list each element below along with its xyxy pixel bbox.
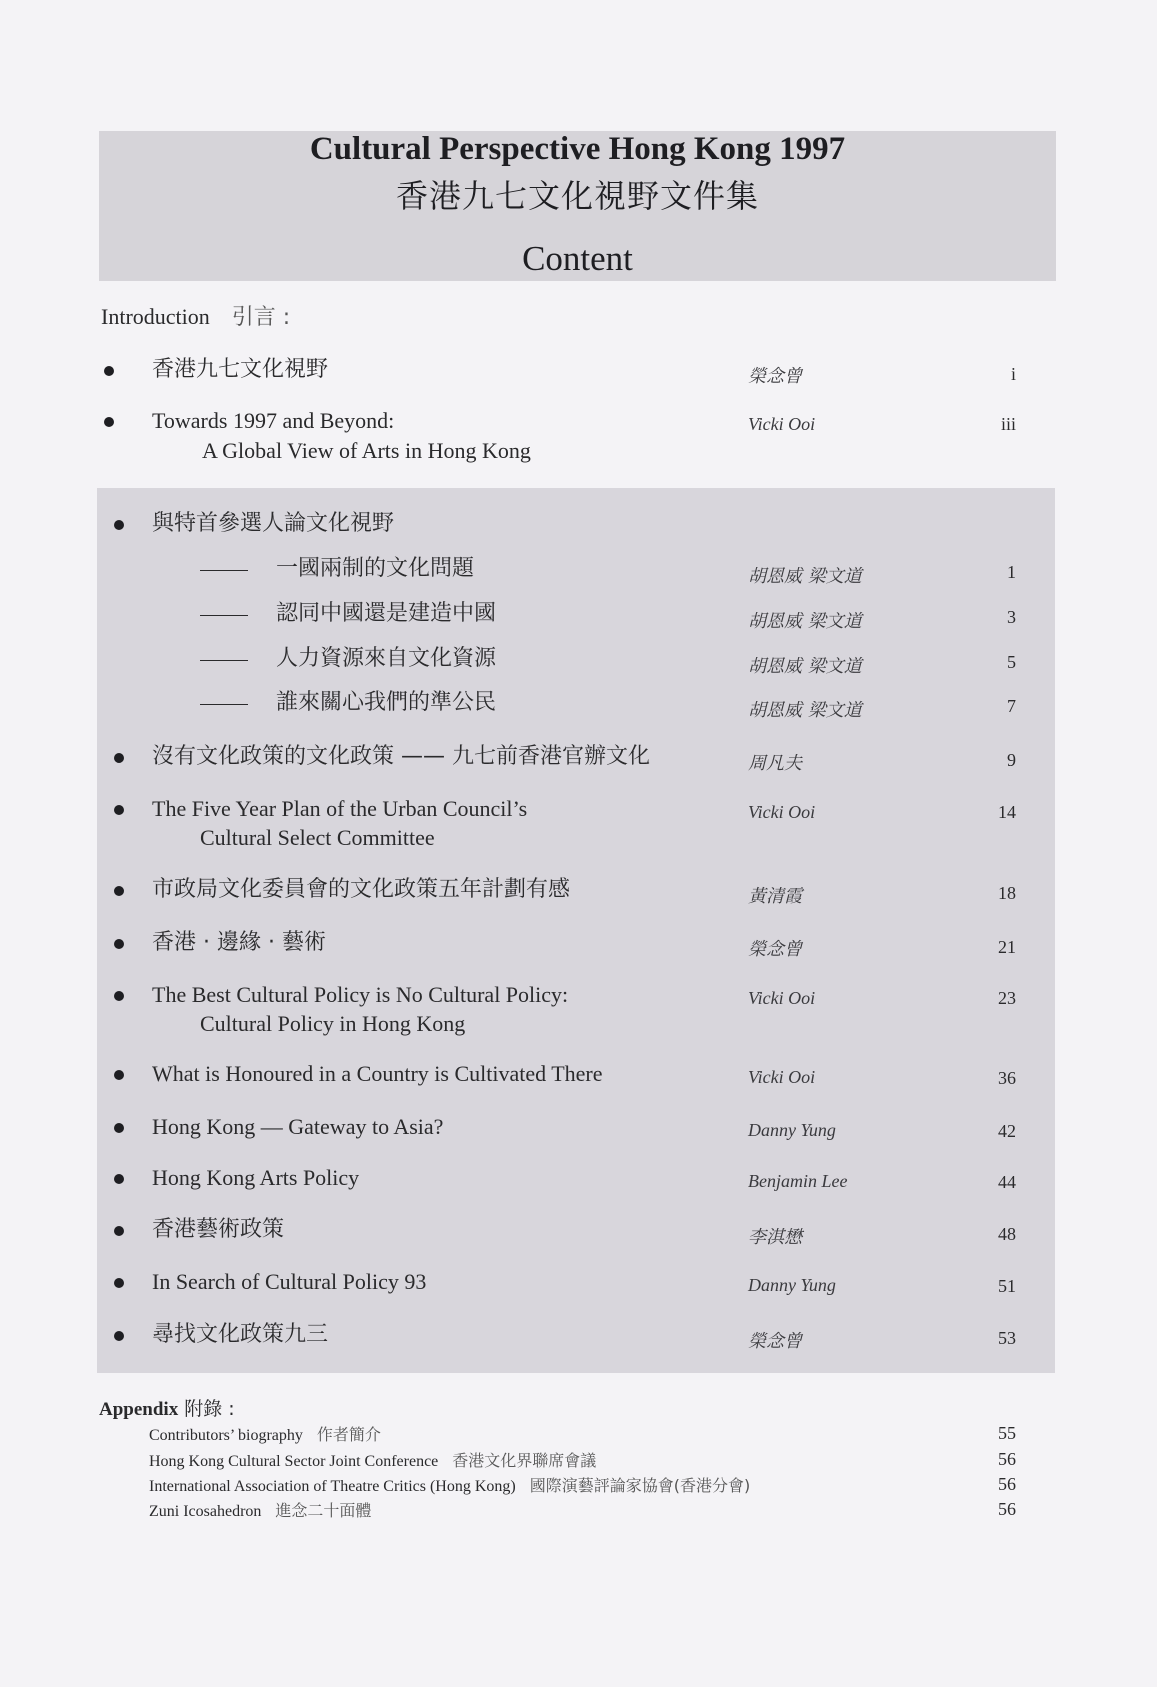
dash-separator — [200, 570, 248, 571]
bullet-icon — [114, 1278, 124, 1288]
entry-author: Vicki Ooi — [748, 988, 816, 1008]
entry-title: 香港九七文化視野 — [152, 357, 329, 382]
entry-title: 市政局文化委員會的文化政策五年計劃有感 — [152, 877, 571, 902]
bullet-icon — [114, 1331, 124, 1341]
sub-entry-title: 人力資源來自文化資源 — [276, 646, 497, 671]
appendix-page-number: 56 — [998, 1449, 1016, 1469]
entry-page-number: 18 — [998, 883, 1016, 903]
entry-author: 胡恩威 梁文道 — [748, 700, 862, 721]
entry-page-number: 7 — [1007, 696, 1016, 716]
appendix-label: Appendix — [99, 1399, 179, 1420]
sub-entry-title: 認同中國還是建造中國 — [276, 601, 497, 626]
entry-page-number: 53 — [998, 1328, 1016, 1348]
appendix-heading — [99, 1394, 235, 1421]
entry-author: 榮念曾 — [748, 366, 802, 387]
entry-title-continued: Cultural Select Committee — [200, 825, 435, 850]
entry-author: 胡恩威 梁文道 — [748, 656, 862, 677]
sub-entry-title: 誰來關心我們的準公民 — [276, 690, 497, 715]
entry-page-number: 23 — [998, 988, 1016, 1008]
bullet-icon — [114, 1174, 124, 1184]
appendix-item-title-chinese: 進念二十面體 — [275, 1501, 372, 1520]
document-title-chinese: 香港九七文化視野文件集 — [395, 177, 759, 215]
dash-separator — [200, 660, 248, 661]
bullet-icon — [114, 886, 124, 896]
appendix-item-title-chinese: 作者簡介 — [316, 1425, 381, 1444]
introduction-heading — [101, 300, 290, 331]
entry-title-continued: Cultural Policy in Hong Kong — [200, 1011, 466, 1036]
appendix-page-number: 56 — [998, 1499, 1016, 1519]
appendix-item-title-chinese: 國際演藝評論家協會(香港分會) — [529, 1476, 751, 1495]
appendix-item-title: International Association of Theatre Critics (Hong Kong) — [149, 1478, 516, 1495]
entry-author: 黃清霞 — [748, 886, 802, 907]
entry-title: 與特首參選人論文化視野 — [152, 511, 395, 536]
dash-separator — [200, 615, 248, 616]
appendix-page-number: 56 — [998, 1474, 1016, 1494]
entry-title: In Search of Cultural Policy 93 — [152, 1269, 427, 1294]
entry-title: 沒有文化政策的文化政策 —— 九七前香港官辦文化 — [152, 744, 650, 769]
entry-page-number: 3 — [1007, 607, 1016, 627]
introduction-label: Introduction — [101, 304, 210, 329]
entry-author: Vicki Ooi — [748, 414, 816, 434]
entry-page-number: 1 — [1007, 562, 1016, 582]
entry-title: Hong Kong — Gateway to Asia? — [152, 1114, 444, 1139]
entry-title: The Five Year Plan of the Urban Council’s — [152, 796, 528, 821]
entry-title-continued: A Global View of Arts in Hong Kong — [202, 438, 531, 463]
contents-heading: Content — [522, 239, 633, 278]
bullet-icon — [104, 417, 114, 427]
entry-author: Danny Yung — [748, 1120, 836, 1140]
entry-page-number: 36 — [998, 1068, 1016, 1088]
entry-page-number: 51 — [998, 1276, 1016, 1296]
entry-page-number: iii — [1000, 414, 1016, 434]
entry-author: 胡恩威 梁文道 — [748, 566, 862, 587]
appendix-item-title: Contributors’ biography — [149, 1427, 303, 1444]
appendix-item-title: Hong Kong Cultural Sector Joint Conference — [149, 1453, 439, 1470]
bullet-icon — [114, 753, 124, 763]
entry-author: 榮念曾 — [748, 939, 802, 960]
entry-author: 胡恩威 梁文道 — [748, 611, 862, 632]
dash-separator — [200, 704, 248, 705]
entry-title: Towards 1997 and Beyond: — [152, 408, 395, 433]
appendix-item-title-chinese: 香港文化界聯席會議 — [452, 1451, 597, 1470]
appendix-label-chinese: 附錄 : — [184, 1398, 235, 1420]
document-title: Cultural Perspective Hong Kong 1997 — [309, 131, 846, 167]
introduction-label-chinese: 引言 : — [231, 305, 291, 330]
entry-page-number: 42 — [998, 1121, 1016, 1141]
entry-page-number: 5 — [1007, 652, 1016, 672]
entry-author: Vicki Ooi — [748, 1067, 816, 1087]
entry-author: 李淇懋 — [748, 1227, 802, 1248]
entry-page-number: 44 — [998, 1172, 1016, 1192]
bullet-icon — [114, 1226, 124, 1236]
bullet-icon — [114, 520, 124, 530]
entry-author: Danny Yung — [748, 1275, 836, 1295]
entry-title: 尋找文化政策九三 — [152, 1322, 329, 1347]
title-block — [99, 131, 1056, 281]
bullet-icon — [104, 366, 114, 376]
entry-author: Vicki Ooi — [748, 802, 816, 822]
entry-title: The Best Cultural Policy is No Cultural Policy: — [152, 982, 569, 1007]
appendix-item-title: Zuni Icosahedron — [149, 1503, 262, 1520]
entry-title: 香港 · 邊緣 · 藝術 — [152, 930, 326, 955]
entry-author: Benjamin Lee — [748, 1171, 848, 1191]
entry-title: Hong Kong Arts Policy — [152, 1165, 360, 1190]
entry-page-number: 9 — [1007, 750, 1016, 770]
entry-page-number: i — [1010, 364, 1016, 384]
entry-author: 榮念曾 — [748, 1331, 802, 1352]
entry-page-number: 14 — [998, 802, 1016, 822]
entry-page-number: 48 — [998, 1224, 1016, 1244]
entry-title: What is Honoured in a Country is Cultivated There — [152, 1061, 603, 1086]
appendix-page-number: 55 — [998, 1423, 1016, 1443]
bullet-icon — [114, 939, 124, 949]
sub-entry-title: 一國兩制的文化問題 — [276, 556, 475, 581]
bullet-icon — [114, 1070, 124, 1080]
bullet-icon — [114, 805, 124, 815]
bullet-icon — [114, 1123, 124, 1133]
entry-author: 周凡夫 — [748, 753, 802, 774]
entry-page-number: 21 — [998, 937, 1016, 957]
bullet-icon — [114, 991, 124, 1001]
entry-title: 香港藝術政策 — [152, 1217, 285, 1242]
